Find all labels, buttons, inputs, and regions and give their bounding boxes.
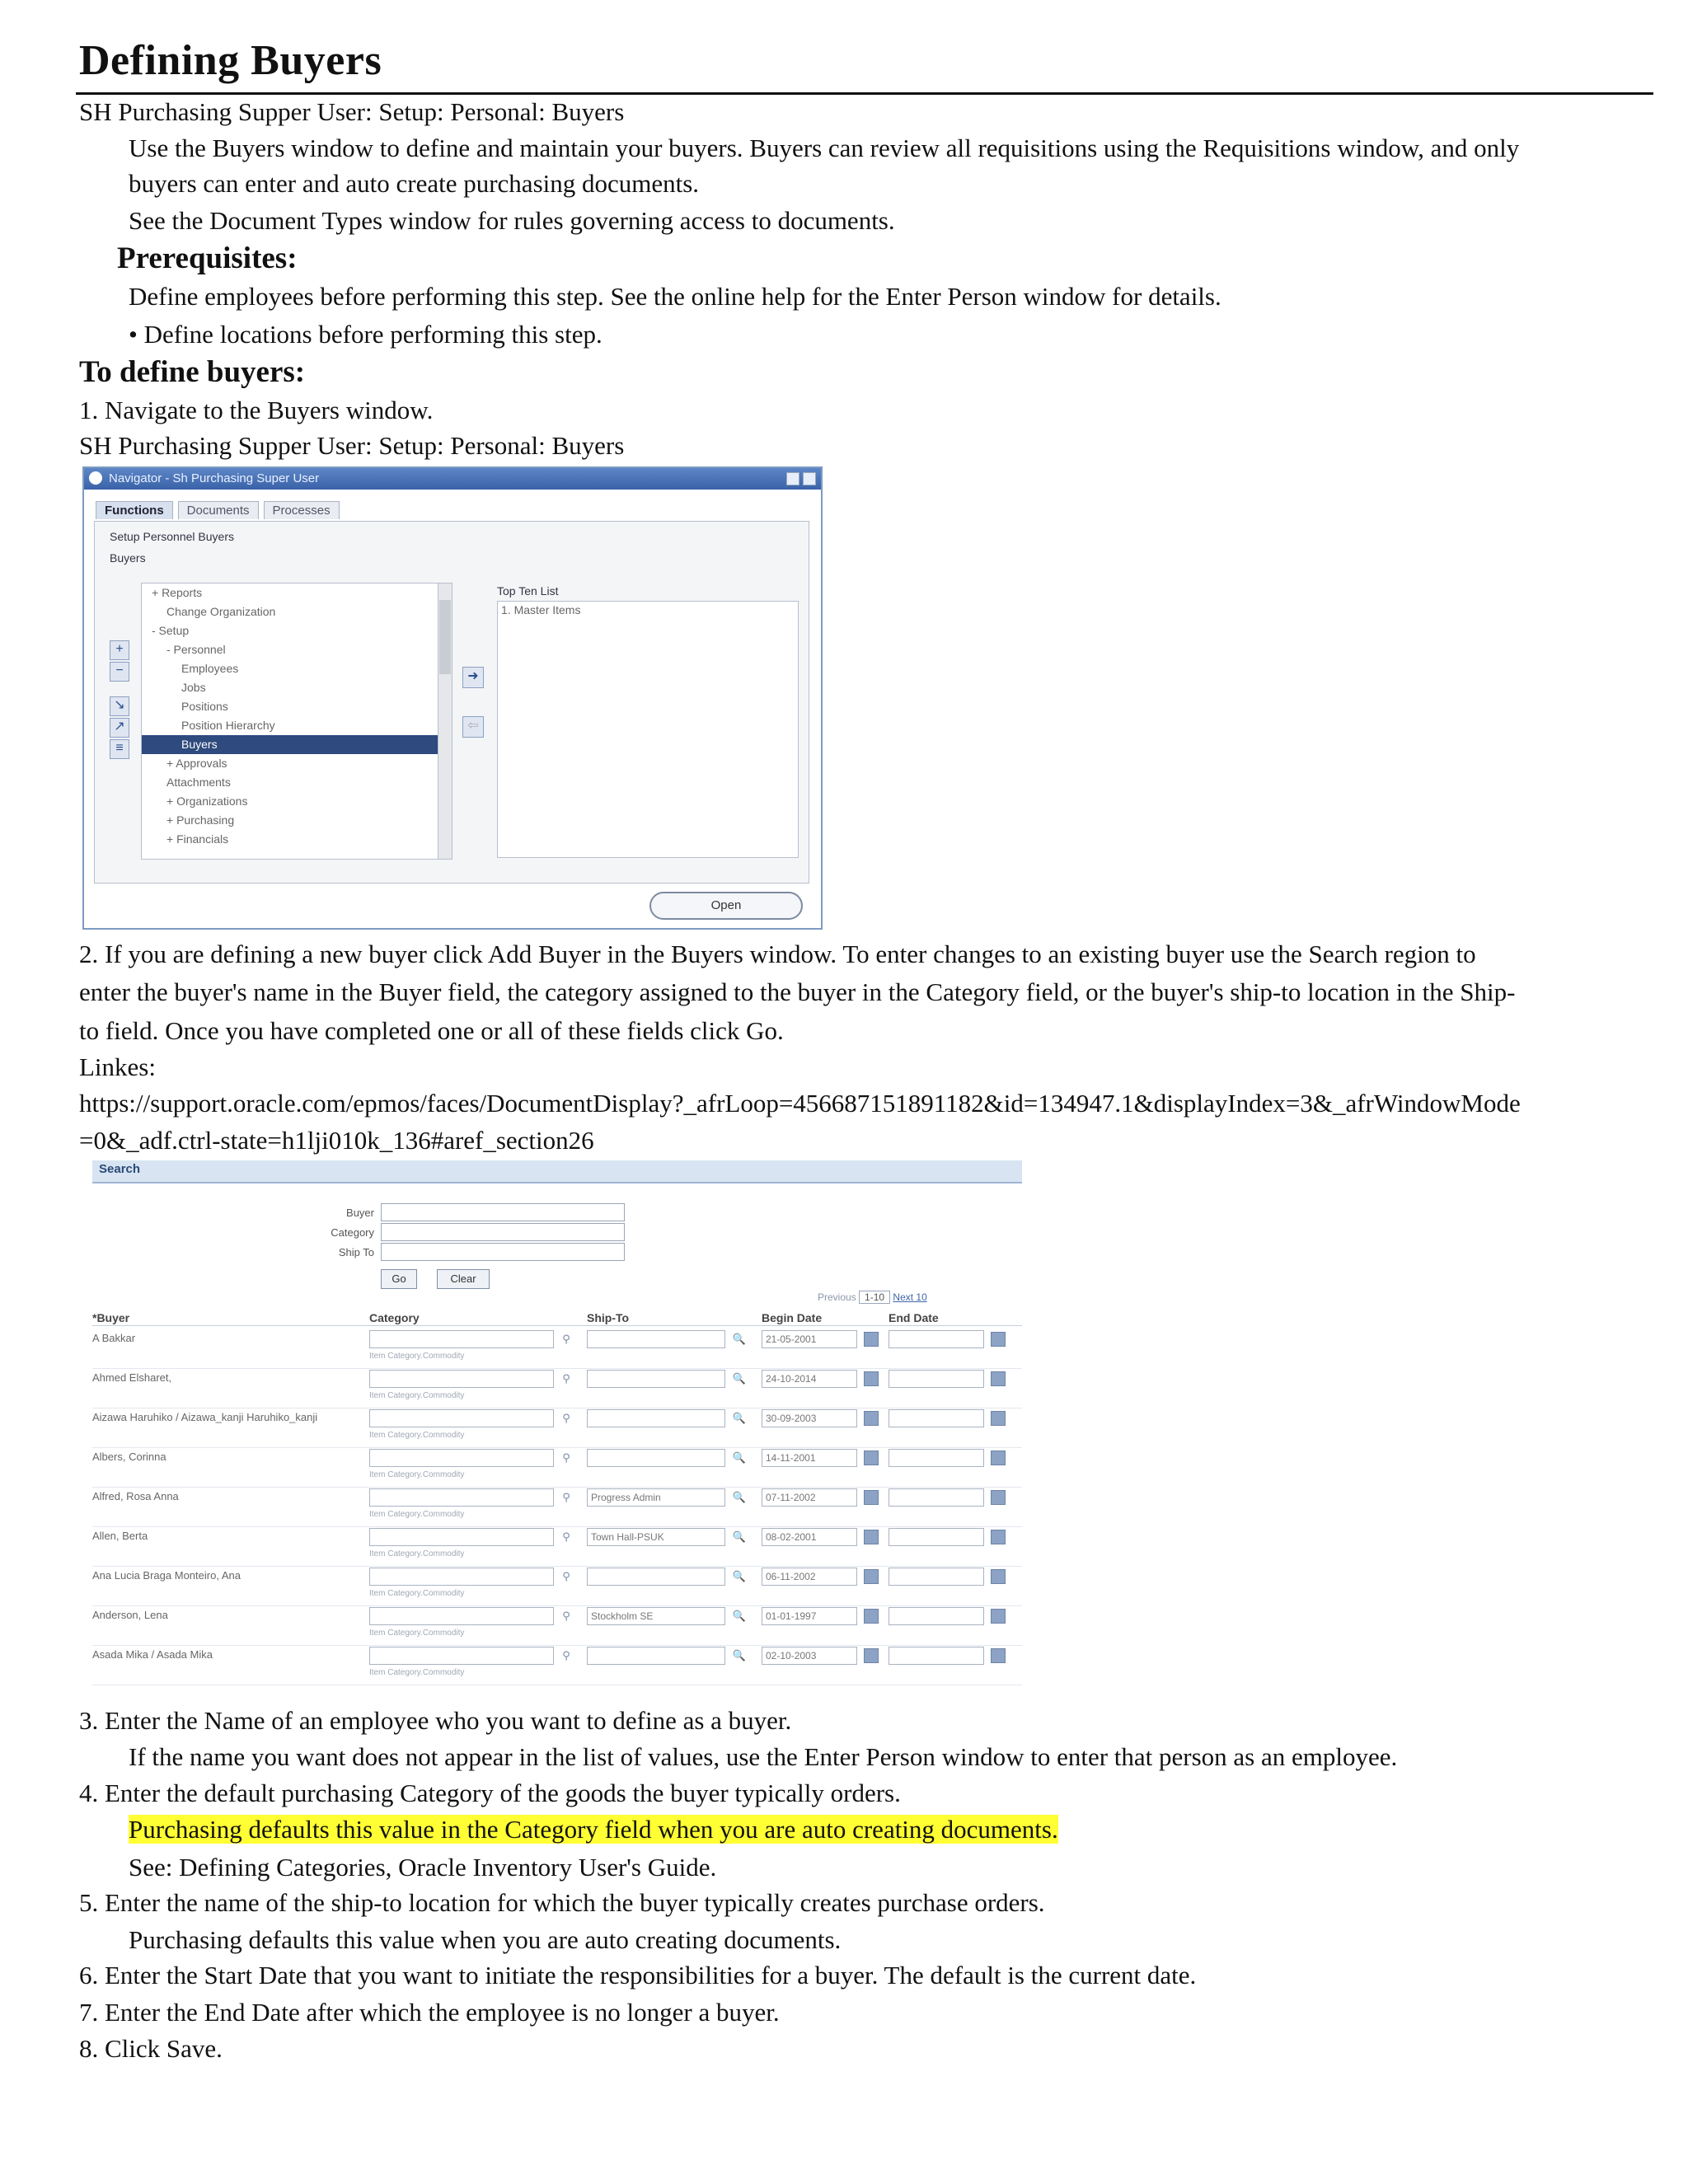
title-rule [76,92,1653,95]
open-button[interactable]: Open [649,892,803,920]
step-7: 7. Enter the End Date after which the employee is no longer a buyer. [79,1998,780,2027]
table-row [92,1368,1022,1408]
calendar-icon[interactable] [864,1609,879,1624]
begin-date-input[interactable]: 07-11-2002 [762,1488,857,1507]
buyer-name: Alfred, Rosa Anna [92,1490,179,1502]
table-row [92,1408,1022,1448]
buyer-name: Ahmed Elsharet, [92,1371,172,1384]
tree-scrollbar[interactable] [438,583,452,860]
tree-item[interactable]: Change Organization [166,605,276,618]
top-ten-item[interactable]: 1. Master Items [501,603,581,616]
category-input[interactable] [369,1330,554,1348]
calendar-icon[interactable] [991,1411,1006,1426]
calendar-icon[interactable] [864,1451,879,1465]
step-1: 1. Navigate to the Buyers window. [79,396,434,424]
calendar-icon[interactable] [864,1569,879,1584]
category-hint: Item Category.Commodity [369,1668,465,1677]
navigator-screenshot [82,466,823,930]
table-row [92,1487,1022,1527]
end-date-input[interactable] [889,1409,984,1427]
category-input[interactable] [369,1607,554,1625]
header-rule [92,1325,1022,1326]
step-3-note: If the name you want does not appear in the list of values, use the Enter Person window to enter that person as an employee. [129,1742,1398,1771]
step-4-highlight [129,1813,1058,1846]
calendar-icon[interactable] [991,1530,1006,1544]
tree-item[interactable]: + Reports [152,586,203,599]
table-row [92,1645,1022,1685]
navigator-subtitle: Buyers [110,551,146,565]
calendar-icon[interactable] [991,1332,1006,1347]
tree-item[interactable]: Positions [181,700,228,713]
clear-button[interactable]: Clear [437,1269,490,1289]
tree-item[interactable]: Employees [181,662,239,675]
tree-item[interactable]: Position Hierarchy [181,719,275,732]
ship-to-input[interactable] [587,1568,725,1586]
remove-from-top-ten-icon[interactable]: ⇦ [462,716,484,738]
navigator-title-bar [84,468,821,490]
tree-item[interactable]: + Financials [166,832,229,846]
buyers-search-screenshot [92,1160,1022,1698]
step-2-line-1: 2. If you are defining a new buyer click Add Buyer in the Buyers window. To enter changes to an existing buyer use the Search region to [79,940,1476,968]
end-date-input[interactable] [889,1528,984,1546]
tab-functions[interactable]: Functions [96,501,173,519]
step-4-see-also: See: Defining Categories, Oracle Inventory User's Guide. [129,1853,717,1882]
step-5-note: Purchasing defaults this value when you are auto creating documents. [129,1925,842,1954]
table-row [92,1329,1022,1369]
go-button[interactable]: Go [381,1269,417,1289]
ship-to-label: Ship To [338,1246,374,1258]
search-icon[interactable]: 🔍 [732,1491,747,1503]
oracle-icon [89,471,102,485]
flashlight-icon[interactable]: ⚲ [562,1530,570,1543]
buyer-name: Allen, Berta [92,1530,148,1542]
begin-date-input[interactable]: 21-05-2001 [762,1330,857,1348]
buyer-name: Aizawa Haruhiko / Aizawa_kanji Haruhiko_kanji [92,1411,318,1423]
category-hint: Item Category.Commodity [369,1589,465,1598]
category-input[interactable] [369,1488,554,1507]
navigator-title: Navigator - Sh Purchasing Super User [109,471,320,485]
ship-to-input[interactable] [587,1449,725,1467]
step-4: 4. Enter the default purchasing Category of the goods the buyer typically orders. [79,1779,901,1807]
end-date-input[interactable] [889,1488,984,1507]
begin-date-input[interactable]: 01-01-1997 [762,1607,857,1625]
category-hint: Item Category.Commodity [369,1549,465,1558]
buyer-name: A Bakkar [92,1332,136,1344]
category-hint: Item Category.Commodity [369,1352,465,1361]
step-2-line-2: enter the buyer's name in the Buyer field, the category assigned to the buyer in the Category field, or the buyer's ship-to location in the Ship- [79,977,1516,1006]
navigator-panel [94,521,809,883]
reference-link-line-2[interactable]: =0&_adf.ctrl-state=h1lji010k_136#aref_section26 [79,1126,594,1155]
step-3: 3. Enter the Name of an employee who you want to define as a buyer. [79,1706,792,1735]
category-input[interactable] [369,1647,554,1665]
tab-documents[interactable]: Documents [178,501,259,519]
minimize-icon[interactable] [786,472,799,485]
buyer-name: Ana Lucia Braga Monteiro, Ana [92,1569,241,1582]
category-search-input[interactable] [381,1223,625,1241]
flashlight-icon[interactable]: ⚲ [562,1333,570,1345]
add-to-top-ten-icon[interactable]: ➜ [462,667,484,688]
ship-to-search-input[interactable] [381,1243,625,1261]
intro-line-2: buyers can enter and auto create purchasing documents. [129,169,700,198]
search-icon[interactable]: 🔍 [732,1649,747,1661]
highlighted-text: Purchasing defaults this value in the Category field when you are auto creating documents. [129,1815,1058,1844]
top-ten-list[interactable] [497,601,799,858]
begin-date-input[interactable]: 08-02-2001 [762,1528,857,1546]
calendar-icon[interactable] [991,1569,1006,1584]
step-5: 5. Enter the name of the ship-to location for which the buyer typically creates purchase orders. [79,1888,1045,1917]
intro-line-3: See the Document Types window for rules governing access to documents. [129,206,895,235]
top-ten-label: Top Ten List [497,584,559,598]
category-hint: Item Category.Commodity [369,1431,465,1440]
search-icon[interactable]: 🔍 [732,1451,747,1464]
ship-to-input[interactable] [587,1647,725,1665]
search-icon[interactable]: 🔍 [732,1333,747,1345]
category-label: Category [331,1226,374,1239]
step-8: 8. Click Save. [79,2034,223,2063]
end-date-input[interactable] [889,1607,984,1625]
maximize-icon[interactable] [803,472,816,485]
tree-item[interactable]: Jobs [181,681,206,694]
reference-link-line-1[interactable]: https://support.oracle.com/epmos/faces/DocumentDisplay?_afrLoop=456687151891182&id=134947.1&displayIndex=3&_afrWindowMode [79,1089,1521,1118]
tree-item[interactable]: - Personnel [166,643,226,656]
buyer-name: Anderson, Lena [92,1609,168,1621]
category-hint: Item Category.Commodity [369,1629,465,1638]
nav-path-1: SH Purchasing Supper User: Setup: Personal: Buyers [79,97,625,126]
begin-date-input[interactable]: 02-10-2003 [762,1647,857,1665]
ship-to-input[interactable] [587,1409,725,1427]
calendar-icon[interactable] [991,1609,1006,1624]
calendar-icon[interactable] [864,1530,879,1544]
category-hint: Item Category.Commodity [369,1470,465,1479]
prereq-line-1: Define employees before performing this step. See the online help for the Enter Person window for details. [129,282,1221,311]
expand-branch-icon[interactable]: ↘ [110,696,129,716]
calendar-icon[interactable] [991,1451,1006,1465]
search-icon[interactable]: 🔍 [732,1530,747,1543]
flashlight-icon[interactable]: ⚲ [562,1412,570,1424]
tree-item[interactable]: Buyers [142,735,438,754]
tree-item[interactable]: + Purchasing [166,813,235,827]
calendar-icon[interactable] [991,1371,1006,1386]
flashlight-icon[interactable]: ⚲ [562,1372,570,1385]
tree-item[interactable]: - Setup [152,624,190,637]
table-row [92,1526,1022,1567]
table-row [92,1447,1022,1488]
end-date-input[interactable] [889,1647,984,1665]
flashlight-icon[interactable]: ⚲ [562,1491,570,1503]
category-hint: Item Category.Commodity [369,1510,465,1519]
flashlight-icon[interactable]: ⚲ [562,1610,570,1622]
begin-date-input[interactable]: 14-11-2001 [762,1449,857,1467]
table-row [92,1566,1022,1606]
buyer-label: Buyer [346,1207,374,1219]
flashlight-icon[interactable]: ⚲ [562,1649,570,1661]
expand-all-icon[interactable]: ↗ [110,718,129,738]
category-input[interactable] [369,1449,554,1467]
calendar-icon[interactable] [991,1490,1006,1505]
flashlight-icon[interactable]: ⚲ [562,1570,570,1582]
end-date-input[interactable] [889,1449,984,1467]
begin-date-input[interactable]: 30-09-2003 [762,1409,857,1427]
category-input[interactable] [369,1528,554,1546]
search-icon[interactable]: 🔍 [732,1412,747,1424]
ship-to-input[interactable] [587,1370,725,1388]
calendar-icon[interactable] [864,1648,879,1663]
define-buyers-heading: To define buyers: [79,355,306,389]
search-icon[interactable]: 🔍 [732,1570,747,1582]
calendar-icon[interactable] [991,1648,1006,1663]
flashlight-icon[interactable]: ⚲ [562,1451,570,1464]
ship-to-input[interactable] [587,1330,725,1348]
page-title: Defining Buyers [79,37,382,84]
buyer-name: Asada Mika / Asada Mika [92,1648,213,1661]
category-input[interactable] [369,1370,554,1388]
calendar-icon[interactable] [864,1490,879,1505]
end-date-input[interactable] [889,1568,984,1586]
pagination [818,1291,927,1304]
previous-link[interactable]: Previous [818,1291,856,1303]
expand-icon[interactable]: + [110,640,129,660]
navigator-function-tree[interactable] [141,583,439,860]
column-end-date: End Date [889,1311,939,1324]
tree-item[interactable]: + Approvals [166,757,227,770]
calendar-icon[interactable] [864,1411,879,1426]
table-row [92,1605,1022,1646]
begin-date-input[interactable]: 24-10-2014 [762,1370,857,1388]
search-icon[interactable]: 🔍 [732,1610,747,1622]
ship-to-input[interactable]: Town Hall-PSUK [587,1528,725,1546]
buyer-name: Albers, Corinna [92,1451,166,1463]
step-2-line-3: to field. Once you have completed one or all of these fields click Go. [79,1016,784,1045]
next-link[interactable]: Next 10 [893,1291,927,1303]
ship-to-input[interactable]: Stockholm SE [587,1607,725,1625]
ship-to-input[interactable]: Progress Admin [587,1488,725,1507]
category-input[interactable] [369,1568,554,1586]
column-buyer: *Buyer [92,1311,130,1324]
page-range-select[interactable]: 1-10 [859,1291,890,1304]
end-date-input[interactable] [889,1330,984,1348]
calendar-icon[interactable] [864,1332,879,1347]
collapse-icon[interactable]: − [110,662,129,682]
calendar-icon[interactable] [864,1371,879,1386]
prereq-line-2: • Define locations before performing this step. [129,320,603,349]
tree-item[interactable]: + Organizations [166,794,248,808]
intro-line-1: Use the Buyers window to define and maintain your buyers. Buyers can review all requisitions using the Requisitions window, and only [129,134,1520,162]
search-region-header: Search [92,1160,1022,1183]
navigator-path: Setup Personnel Buyers [110,530,234,543]
nav-path-2: SH Purchasing Supper User: Setup: Personal: Buyers [79,431,625,460]
links-label: Linkes: [79,1052,156,1081]
tree-item[interactable]: Attachments [166,776,231,789]
prerequisites-heading: Prerequisites: [117,241,298,275]
column-ship-to: Ship-To [587,1311,630,1324]
category-input[interactable] [369,1409,554,1427]
buyer-search-input[interactable] [381,1203,625,1221]
column-category: Category [369,1311,420,1324]
tab-processes[interactable]: Processes [264,501,340,519]
begin-date-input[interactable]: 06-11-2002 [762,1568,857,1586]
navigator-tabs [96,501,345,519]
search-icon[interactable]: 🔍 [732,1372,747,1385]
end-date-input[interactable] [889,1370,984,1388]
step-6: 6. Enter the Start Date that you want to initiate the responsibilities for a buyer. The default is the current date. [79,1961,1197,1990]
column-begin-date: Begin Date [762,1311,823,1324]
category-hint: Item Category.Commodity [369,1391,465,1400]
collapse-all-icon[interactable]: ≡ [110,739,129,759]
